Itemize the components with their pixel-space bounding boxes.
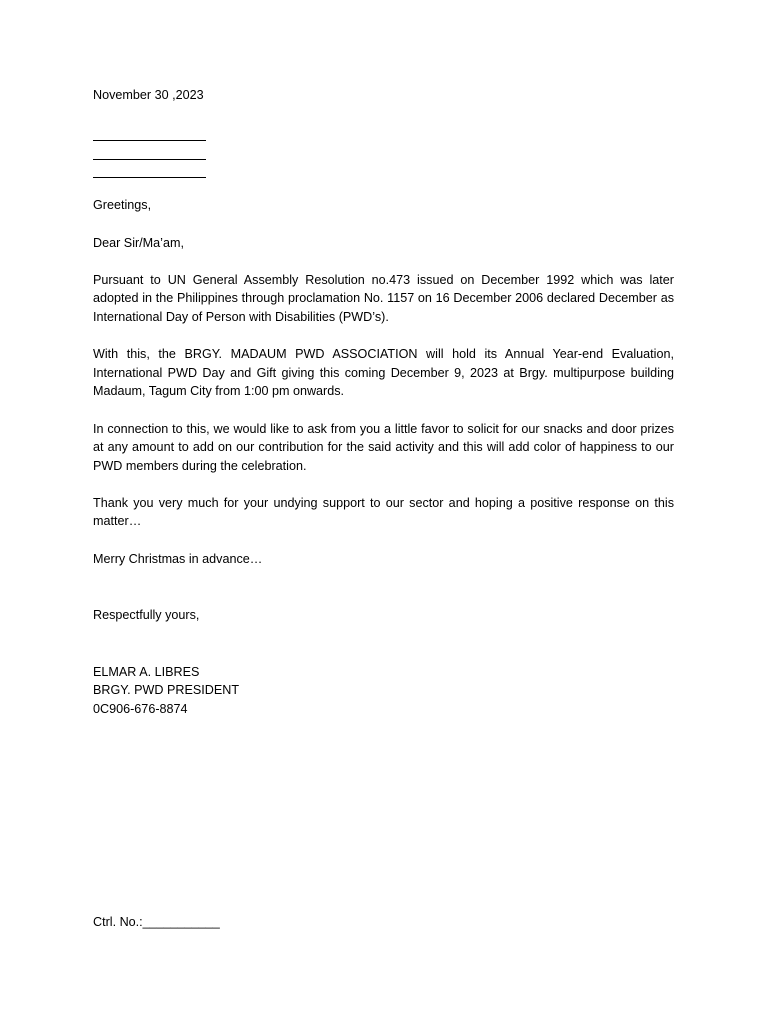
paragraph-request: In connection to this, we would like to ask from you a little favor to solicit for our snacks and door prizes at any amount to add on our contribution for the said activity and this will add color of happiness to our PWD members during the celebration. bbox=[93, 421, 674, 473]
closing: Respectfully yours, bbox=[93, 608, 200, 623]
signatory-title: BRGY. PWD PRESIDENT bbox=[93, 683, 240, 698]
paragraph-thanks: Thank you very much for your undying support to our sector and hoping a positive response on this matter… bbox=[93, 495, 674, 529]
address-blank-line-3 bbox=[93, 160, 206, 179]
address-blank-line-1 bbox=[93, 123, 206, 142]
greeting: Greetings, bbox=[93, 198, 152, 213]
letter-body bbox=[93, 86, 674, 719]
season-greeting: Merry Christmas in advance… bbox=[93, 551, 263, 566]
control-number: Ctrl. No.:___________ bbox=[93, 915, 220, 929]
salutation: Dear Sir/Ma’am, bbox=[93, 235, 184, 250]
recipient-address-blanks bbox=[93, 123, 674, 179]
signatory-name: ELMAR A. LIBRES bbox=[93, 664, 200, 679]
letter-date: November 30 ,2023 bbox=[93, 88, 204, 102]
paragraph-event: With this, the BRGY. MADAUM PWD ASSOCIATION will hold its Annual Year-end Evaluation, International PWD Day and Gift giving this coming December 9, 2023 at Brgy. multipurpose building Madaum, Tagum City from 1:00 pm onwards. bbox=[93, 347, 674, 399]
paragraph-resolution: Pursuant to UN General Assembly Resolution no.473 issued on December 1992 which was later adopted in the Philippines through proclamation No. 1157 on 16 December 2006 declared December as International Day of Person with Disabilities (PWD’s). bbox=[93, 272, 674, 324]
signature-block bbox=[93, 663, 674, 719]
signatory-phone: 0C906-676-8874 bbox=[93, 702, 188, 717]
address-blank-line-2 bbox=[93, 141, 206, 160]
